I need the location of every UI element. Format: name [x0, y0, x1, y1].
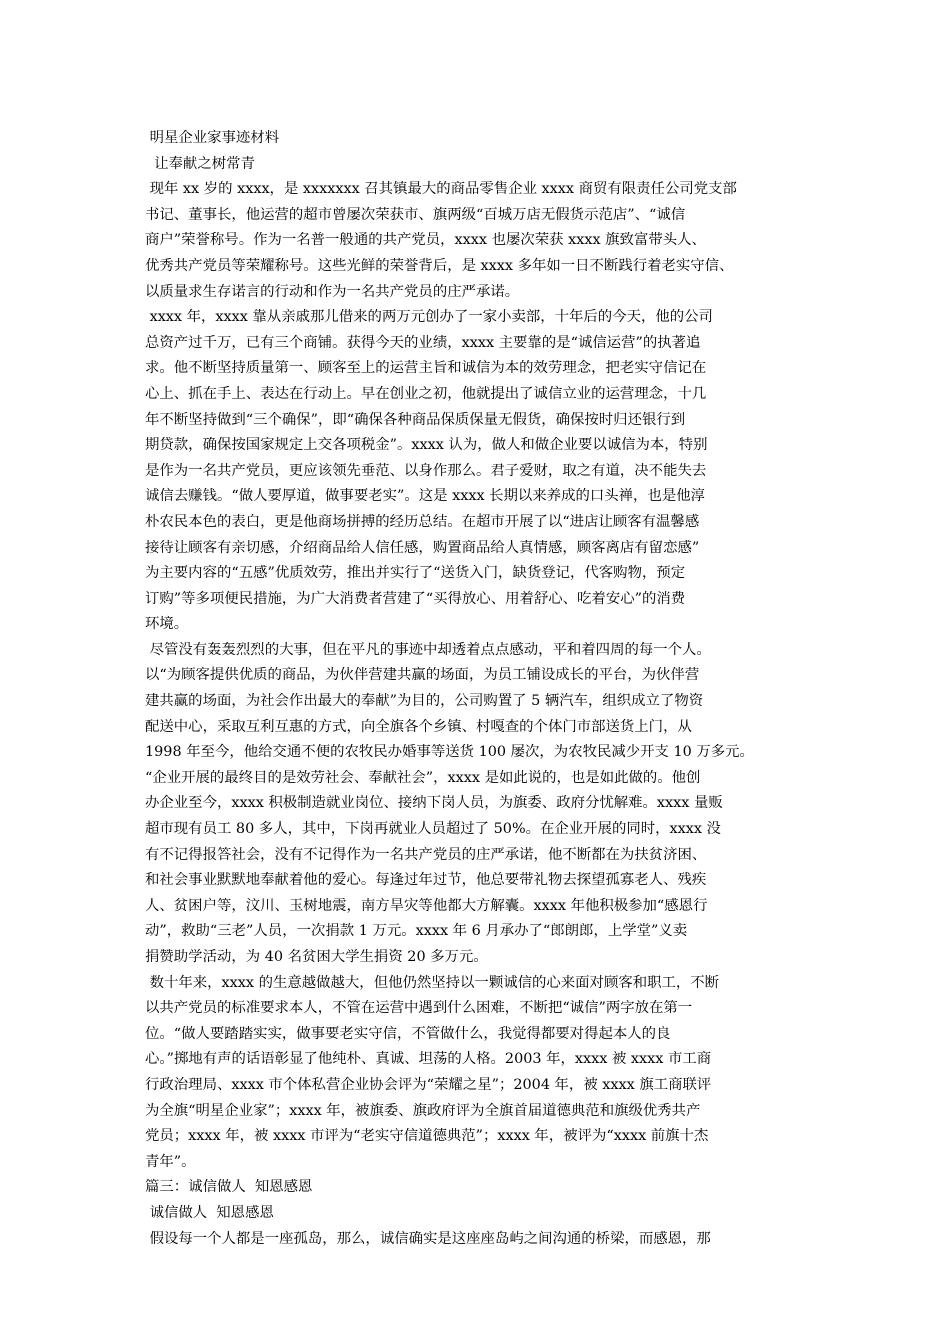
text-line: 动”，救助“三老”人员，一次捐款 1 万元。xxxx 年 6 月承办了“郎朗郎，上学堂”义卖	[145, 923, 688, 940]
text-line: 现年 xx 岁的 xxxx，是 xxxxxxx 召其镇最大的商品零售企业 xxxx 商贸有限责任公司党支部	[145, 181, 737, 198]
text-line: 年不断坚持做到“三个确保”，即“确保各种商品保质保量无假货，确保按时归还银行到	[145, 411, 686, 428]
text-line: 心上、抓在手上、表达在行动上。早在创业之初，他就提出了诚信立业的运营理念，十几	[145, 385, 707, 402]
text-line: 心。”掷地有声的话语彰显了他纯朴、真诚、坦荡的人格。2003 年，xxxx 被 xxxx 市工商	[145, 1051, 712, 1068]
text-line: 接待让顾客有亲切感，介绍商品给人信任感，购置商品给人真情感，顾客离店有留恋感”	[145, 539, 700, 556]
chapter-heading: 篇三：诚信做人 知恩感恩	[145, 1179, 313, 1196]
section-heading: 诚信做人 知恩感恩	[145, 1204, 274, 1221]
text-line: 和社会事业默默地奉献着他的爱心。每逢过年过节，他总要带礼物去探望孤寡老人、残疾	[145, 872, 707, 889]
text-line: 书记、董事长，他运营的超市曾屡次荣获市、旗两级“百城万店无假货示范店”、“诚信	[145, 206, 686, 223]
text-line: 有不记得报答社会，没有不记得作为一名共产党员的庄严承诺，他不断都在为扶贫济困、	[145, 846, 707, 863]
text-line: 建共赢的场面，为社会作出最大的奉献”为目的，公司购置了 5 辆汽车，组织成立了物资	[145, 693, 704, 710]
text-line: 商户”荣誉称号。作为一名普一般通的共产党员，xxxx 也屡次荣获 xxxx 旗致富带头人、	[145, 232, 706, 249]
section-heading: 让奉献之树常青	[145, 155, 255, 172]
document-title: 明星企业家事迹材料	[145, 130, 280, 146]
text-line: 为主要内容的“五感”优质效劳，推出并实行了“送货入门，缺货登记，代客购物，预定	[145, 565, 686, 582]
text-line: 环境。	[145, 616, 189, 633]
text-line: 假设每一个人都是一座孤岛，那么，诚信确实是这座座岛屿之间沟通的桥梁，而感恩，那	[145, 1230, 711, 1247]
text-line: 党员；xxxx 年，被 xxxx 市评为“老实守信道德典范”；xxxx 年，被评为“xxxx 前旗十杰	[145, 1128, 709, 1145]
text-line: 诚信去赚钱。“做人要厚道，做事要老实”。这是 xxxx 长期以来养成的口头禅，也是他淳	[145, 488, 706, 505]
text-line: 为全旗“明星企业家”；xxxx 年，被旗委、旗政府评为全旗首届道德典范和旗级优秀共产	[145, 1102, 701, 1119]
text-line: 1998 年至今，他给交通不便的农牧民办婚事等送货 100 屡次，为农牧民减少开支 10 万多元。	[145, 744, 754, 761]
text-line: 人、贫困户等，汶川、玉树地震，南方旱灾等他都大方解囊。xxxx 年他积极参加“感恩行	[145, 897, 708, 914]
text-line: 以质量求生存诺言的行动和作为一名共产党员的庄严承诺。	[145, 283, 520, 300]
text-line: 配送中心，采取互利互惠的方式，向全旗各个乡镇、村嘎查的个体门市部送货上门，从	[145, 718, 692, 735]
text-line: 尽管没有轰轰烈烈的大事，但在平凡的事迹中却透着点点感动，平和着四周的每一个人。	[145, 641, 711, 658]
text-line: 以“为顾客提供优质的商品，为伙伴营建共赢的场面，为员工铺设成长的平台，为伙伴营	[145, 667, 700, 684]
text-line: 位。“做人要踏踏实实，做事要老实守信，不管做什么，我觉得都要对得起本人的良	[145, 1025, 671, 1042]
text-line: 数十年来，xxxx 的生意越做越大，但他仍然坚持以一颗诚信的心来面对顾客和职工，不断	[145, 974, 720, 991]
text-line: 办企业至今，xxxx 积极制造就业岗位、接纳下岗人员，为旗委、政府分忧解难。xxxx 量贩	[145, 795, 723, 812]
text-line: 捐赞助学活动，为 40 名贫困大学生捐资 20 多万元。	[145, 949, 488, 965]
text-line: 行政治理局、xxxx 市个体私营企业协会评为“荣耀之星”；2004 年，被 xxxx 旗工商联评	[145, 1076, 712, 1093]
document-body	[145, 126, 809, 1252]
text-line: 是作为一名共产党员，更应该领先垂范、以身作那么。君子爱财，取之有道，决不能失去	[145, 462, 707, 479]
text-line: 求。他不断坚持质量第一、顾客至上的运营主旨和诚信为本的效劳理念，把老实守信记在	[145, 360, 707, 377]
text-line: 期贷款，确保按国家规定上交各项税金”。xxxx 认为，做人和做企业要以诚信为本，特别	[145, 437, 708, 454]
text-line: xxxx 年，xxxx 靠从亲戚那儿借来的两万元创办了一家小卖部，十年后的今天，他的公司	[145, 309, 713, 326]
text-line: 超市现有员工 80 多人，其中，下岗再就业人员超过了 50%。在企业开展的同时，xxxx 没	[145, 821, 721, 838]
text-line: 青年”。	[145, 1153, 196, 1170]
text-line: 总资产过千万，已有三个商铺。获得今天的业绩，xxxx 主要靠的是“诚信运营”的执著追	[145, 334, 701, 351]
text-line: 以共产党员的标准要求本人，不管在运营中遇到什么困难，不断把“诚信”两字放在第一	[145, 1000, 693, 1017]
text-line: 优秀共产党员等荣耀称号。这些光鲜的荣誉背后，是 xxxx 多年如一日不断践行着老实守信、	[145, 257, 734, 274]
text-line: 订购”等多项便民措施，为广大消费者营建了“买得放心、用着舒心、吃着安心”的消费	[145, 590, 686, 607]
text-line: “企业开展的最终目的是效劳社会、奉献社会”，xxxx 是如此说的，也是如此做的。他创	[145, 769, 701, 786]
text-line: 朴农民本色的表白，更是他商场拼搏的经历总结。在超市开展了以“进店让顾客有温馨感	[145, 513, 700, 530]
